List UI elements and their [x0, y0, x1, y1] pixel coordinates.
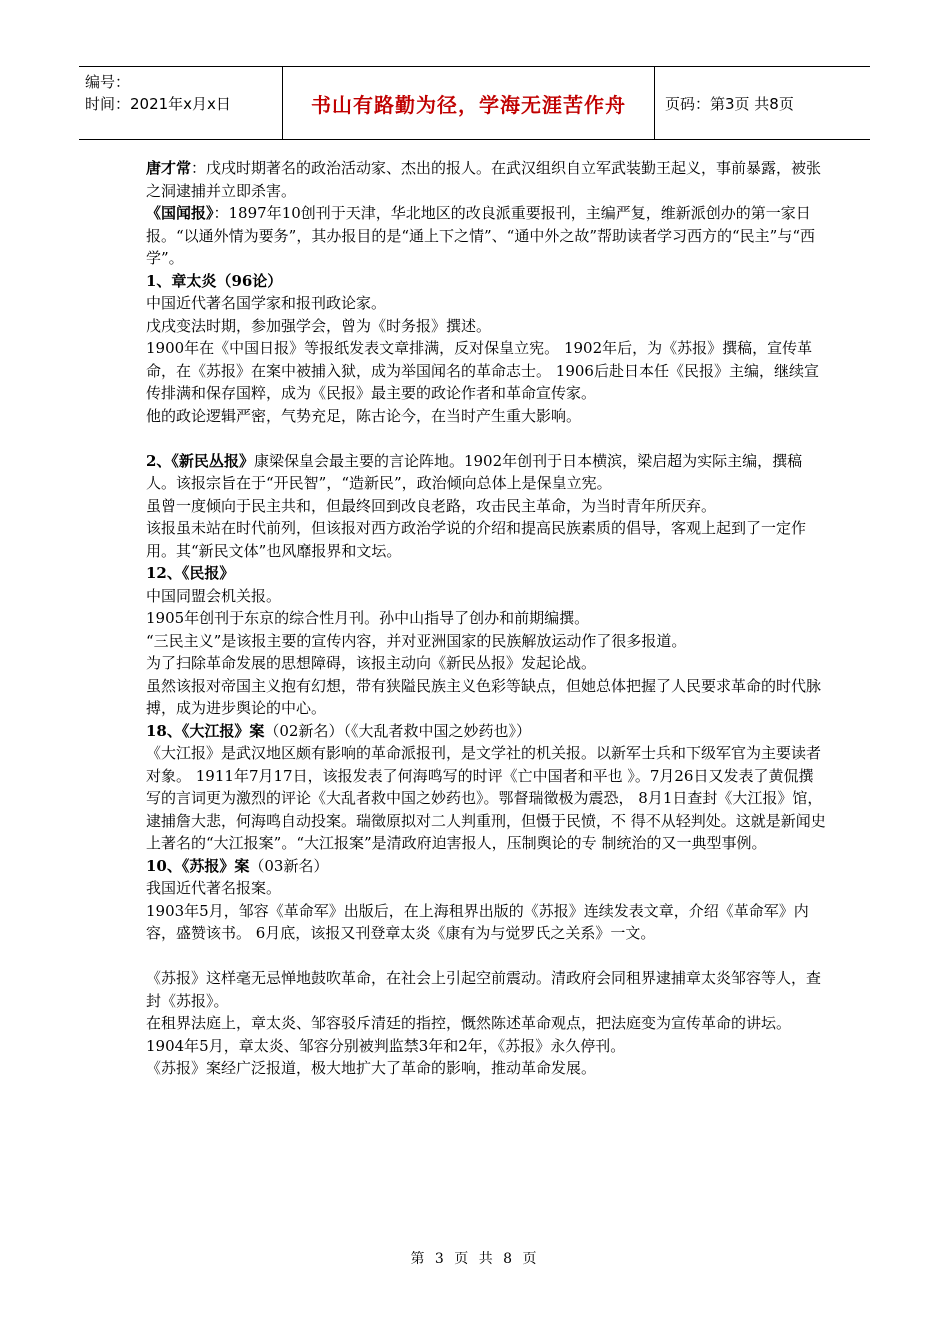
paragraph: 该报虽未站在时代前列，但该报对西方政治学说的介绍和提高民族素质的倡导，客观上起到了一定作用。其“新民文体”也风靡报界和文坛。 — [146, 519, 807, 560]
page-label: 页码：第3页 共8页 — [665, 94, 794, 113]
paragraph: 10、《苏报》案（03新名） — [146, 856, 329, 875]
paragraph: 唐才常：戊戌时期著名的政治活动家、杰出的报人。在武汉组织自立军武装勤王起义，事前暴露，被张之洞逮捕并立即杀害。 — [146, 159, 822, 200]
document-body — [146, 157, 826, 1080]
spacer — [146, 427, 826, 450]
paragraph: 他的政论逻辑严密，气势充足，陈古论今，在当时产生重大影响。 — [146, 406, 582, 425]
paragraph: 中国同盟会机关报。 — [146, 586, 282, 605]
paragraph: 中国近代著名国学家和报刊政论家。 — [146, 294, 387, 312]
section-heading: 18、《大江报》案 — [146, 721, 265, 740]
term: 唐才常 — [146, 159, 192, 177]
header-meta — [79, 67, 282, 139]
paragraph: 1900年在《中国日报》等报纸发表文章排满，反对保皇立宪。 1902年后，为《苏报》撰稿，宣传革命，在《苏报》在案中被捕入狱，成为举国闻名的革命志士。 1906后赴日本任《民报》主编，继续宣传排满和保存国粹，成为《民报》最主要的政论作者和革命宣传家。 — [146, 339, 819, 402]
paragraph: 《国闻报》：1897年10创刊于天津，华北地区的改良派重要报刊，主编严复，维新派创办的第一家日报。“以通外情为要务”，其办报目的是“通上下之情”、“通中外之故”帮助读者学习西方的“民主”与“西学”。 — [146, 204, 816, 267]
paragraph: 为了扫除革命发展的思想障碍，该报主动向《新民丛报》发起论战。 — [146, 654, 597, 672]
paragraph: 在租界法庭上，章太炎、邹容驳斥清廷的指控，慨然陈述革命观点，把法庭变为宣传革命的讲坛。1904年5月，章太炎、邹容分别被判监禁3年和2年，《苏报》永久停刊。 — [146, 1014, 792, 1055]
header-page-cell — [655, 67, 870, 139]
paragraph: 我国近代著名报案。 — [146, 879, 282, 897]
paragraph: 戊戌变法时期，参加强学会，曾为《时务报》撰述。 — [146, 316, 492, 335]
section-heading: 10、《苏报》案 — [146, 856, 250, 875]
date-label: 时间：2021年x月x日 — [85, 95, 231, 113]
page-header — [79, 66, 870, 140]
paragraph: 《苏报》案经广泛报道，极大地扩大了革命的影响，推动革命发展。 — [146, 1059, 597, 1077]
motto: 书山有路勤为径，学海无涯苦作舟 — [311, 92, 626, 117]
paragraph: 虽然该报对帝国主义抱有幻想，带有狭隘民族主义色彩等缺点，但她总体把握了人民要求革命的时代脉搏，成为进步舆论的中心。 — [146, 676, 822, 717]
term: 《国闻报》 — [146, 204, 214, 222]
paragraph: 1903年5月，邹容《革命军》出版后，在上海租界出版的《苏报》连续发表文章，介绍《革命军》内容，盛赞该书。 6月底，该报又刊登章太炎《康有为与觉罗氏之关系》一文。 — [146, 901, 809, 942]
code-label: 编号： — [85, 73, 131, 91]
section-heading: 2、《新民丛报》 — [146, 451, 254, 470]
spacer — [146, 945, 826, 968]
paragraph: 2、《新民丛报》康梁保皇会最主要的言论阵地。1902年创刊于日本横滨，梁启超为实际主编，撰稿人。该报宗旨在于“开民智”，“造新民”，政治倾向总体上是保皇立宪。 — [146, 451, 803, 492]
paragraph: “三民主义”是该报主要的宣传内容，并对亚洲国家的民族解放运动作了很多报道。 — [146, 631, 687, 650]
header-motto-cell — [282, 67, 655, 139]
paragraph: 《大江报》是武汉地区颇有影响的革命派报刊，是文学社的机关报。以新军士兵和下级军官为主要读者对象。 1911年7月17日，该报发表了何海鸣写的时评《亡中国者和平也 》。7月26日又发表了黄侃撰写的言词更为激烈的评论《大乱者救中国之妙药也》。鄂督瑞徵极为震恐， 8月1日查封《大江报》馆，逮捕詹大悲，何海鸣自动投案。瑞徵原拟对二人判重刑，但慑于民愤，不 得不从轻判处。这就是新闻史上著名的“大江报案”。“大江报案”是清政府迫害报人，压制舆论的专 制统治的又一典型事例。 — [146, 744, 826, 852]
paragraph: 18、《大江报》案（02新名）（《大乱者救中国之妙药也》） — [146, 721, 531, 740]
paragraph: 1905年创刊于东京的综合性月刊。孙中山指导了创办和前期编撰。 — [146, 609, 590, 627]
page-footer: 第 3 页 共 8 页 — [410, 1251, 540, 1267]
section-heading: 1、章太炎（96论） — [146, 271, 283, 290]
section-heading: 12、《民报》 — [146, 564, 235, 582]
paragraph: 《苏报》这样毫无忌惮地鼓吹革命，在社会上引起空前震动。清政府会同租界逮捕章太炎邹容等人，查封《苏报》。 — [146, 969, 822, 1010]
paragraph: 虽曾一度倾向于民主共和，但最终回到改良老路，攻击民主革命，为当时青年所厌弃。 — [146, 496, 717, 515]
